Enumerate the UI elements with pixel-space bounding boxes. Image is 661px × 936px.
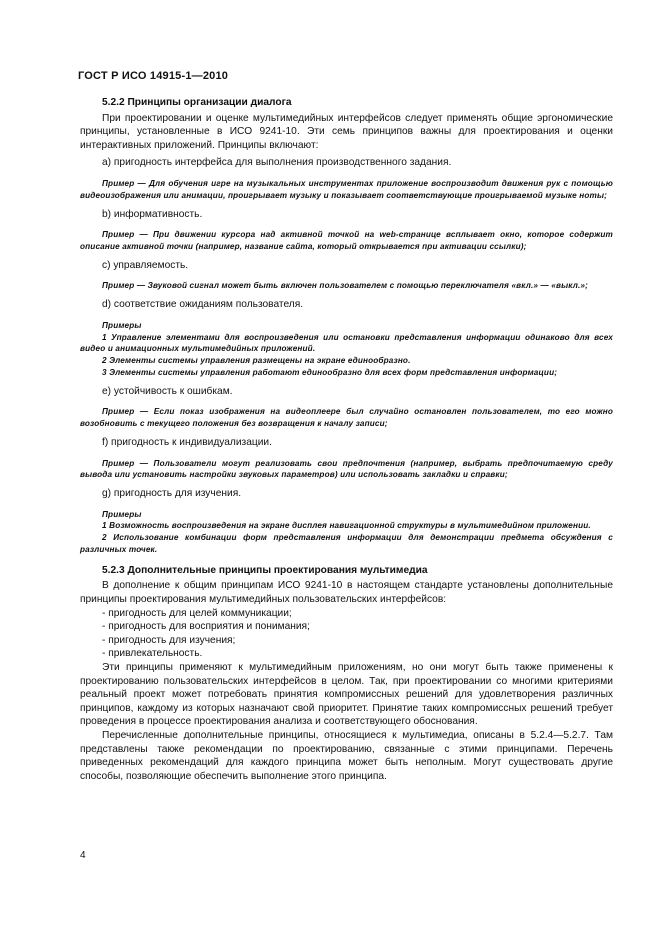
paragraph: Эти принципы применяют к мультимедийным приложениям, но они могут быть также применены к проектированию пользовательских интерфейсов в целом. Так, при проектировании со многими критериями реальный проект может потребовать принятия компромиссных решений для удовлетворения различных принципов, каждому из которых назначают свой приоритет. Принятие таких компромиссных решений требует проведения в процессе проектирования анализа и соответствующего обоснования.	[80, 662, 613, 728]
list-item: - пригодность для целей коммуникации;	[102, 607, 292, 619]
example-c: Пример — Звуковой сигнал может быть включен пользователем с помощью переключателя «вкл.» — «выкл.»;	[102, 281, 589, 291]
example-d-2: 2 Элементы системы управления размещены на экране единообразно.	[102, 356, 411, 366]
paragraph: В дополнение к общим принципам ИСО 9241-10 в настоящем стандарте установлены дополнительные принципы проектирования мультимедийных пользовательских интерфейсов:	[80, 580, 613, 606]
examples-title-g: Примеры	[102, 509, 142, 519]
list-item: - пригодность для восприятия и понимания;	[102, 621, 310, 633]
example-d-3: 3 Элементы системы управления работают единообразно для всех форм представления информации;	[102, 367, 558, 377]
principle-f: f) пригодность к индивидуализации.	[102, 436, 272, 448]
paragraph: Перечисленные дополнительные принципы, относящиеся к мультимедиа, описаны в 5.2.4—5.2.7. Там представлены также рекомендации по проектированию, связанные с этими принципами. Перечень приведенных рекомендаций для каждого принципа может быть неполным. Могут существовать другие способы, позволяющие обеспечить выполнение этого принципа.	[80, 730, 613, 782]
principle-b: b) информативность.	[102, 208, 203, 220]
example-b: Пример — При движении курсора над активной точкой на web-странице всплывает окно, которое содержит описание активной точки (например, название сайта, который открывается при активации ссылки);	[80, 230, 613, 251]
paragraph: При проектировании и оценке мультимедийных интерфейсов следует применять общие эргономические принципы, установленные в ИСО 9241-10. Эти семь принципов важны для проектирования и оценки интерактивных приложений. Принципы включают:	[80, 112, 613, 151]
page-content	[80, 96, 613, 783]
principle-e: e) устойчивость к ошибкам.	[102, 385, 233, 397]
principle-d: d) соответствие ожиданиям пользователя.	[102, 299, 304, 311]
list-item: - привлекательность.	[102, 648, 203, 660]
example-g-1: 1 Возможность воспроизведения на экране дисплея навигационной структуры в мультимедийном приложении.	[102, 521, 591, 531]
example-d-1: 1 Управление элементами для воспроизведения или остановки представления информации одинаково для всех видео и анимационных мультимедийных приложений.	[80, 332, 613, 354]
document-header: ГОСТ Р ИСО 14915-1—2010	[78, 70, 229, 82]
example-f: Пример — Пользователи могут реализовать свои предпочтения (например, выбрать предпочитаемую среду вывода или установить настройки звуковых параметров) или использовать закладки и справки;	[80, 458, 613, 480]
principle-g: g) пригодность для изучения.	[102, 488, 242, 500]
examples-title-d: Примеры	[102, 320, 142, 330]
page-number: 4	[80, 850, 86, 861]
section-heading-523: 5.2.3 Дополнительные принципы проектирования мультимедиа	[102, 564, 428, 576]
example-e: Пример — Если показ изображения на видеоплеере был случайно остановлен пользователем, то его можно возобновить с текущего положения без возвращения к началу записи;	[80, 407, 613, 429]
example-a: Пример — Для обучения игре на музыкальных инструментах приложение воспроизводит движения рук с помощью видеоизображения или анимации, проигрывает музыку и показывает соответствующие проигрываемой музыке ноты;	[80, 178, 613, 200]
example-g-2: 2 Использование комбинации форм представления информации для демонстрации предмета обсуждения с различных точек.	[80, 533, 613, 555]
principle-a: a) пригодность интерфейса для выполнения производственного задания.	[102, 157, 452, 169]
list-item: - пригодность для изучения;	[102, 634, 236, 646]
principle-c: c) управляемость.	[102, 259, 189, 271]
section-heading-522: 5.2.2 Принципы организации диалога	[102, 97, 292, 108]
